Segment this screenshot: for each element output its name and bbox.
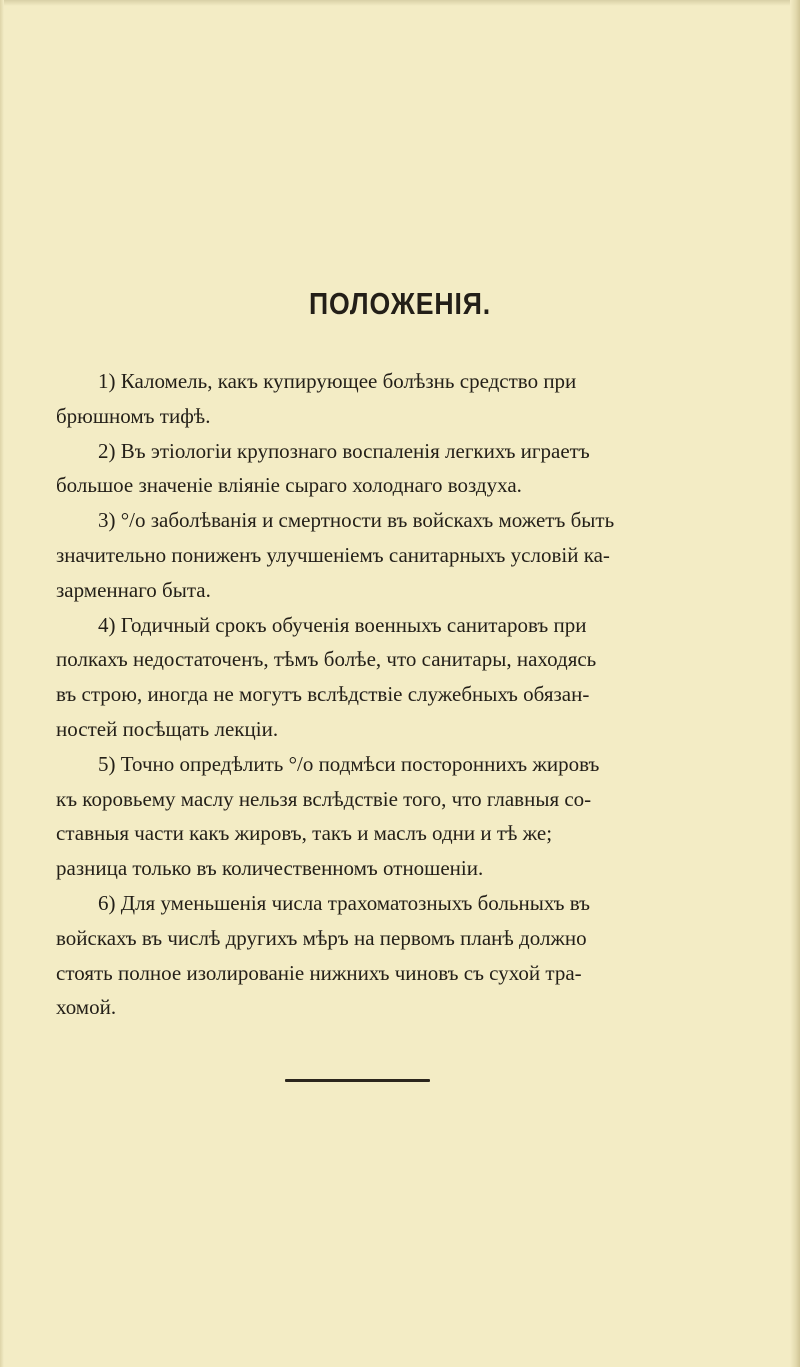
thesis-item-1: [56, 364, 708, 434]
thesis-line: къ коровьему маслу нельзя вслѣдствіе того, что главныя со-: [56, 786, 592, 811]
theses-list: [56, 364, 708, 1025]
thesis-item-2: [56, 434, 708, 504]
thesis-line: войскахъ въ числѣ другихъ мѣръ на первомъ планѣ должно: [56, 925, 587, 950]
thesis-line: ностей посѣщать лекціи.: [56, 716, 279, 741]
thesis-item-3: [56, 503, 708, 607]
thesis-line: 3) °/o заболѣванія и смертности въ войскахъ можетъ быть: [98, 508, 615, 533]
page-edge-left: [0, 0, 4, 1367]
thesis-line: въ строю, иногда не могутъ вслѣдствіе служебныхъ обязан-: [56, 682, 590, 707]
thesis-line: стоять полное изолированіе нижнихъ чиновъ съ сухой тра-: [56, 960, 582, 985]
end-divider-rule: [285, 1079, 430, 1082]
thesis-item-6: [56, 886, 708, 1025]
thesis-line: 6) Для уменьшенія числа трахоматозныхъ больныхъ въ: [98, 890, 590, 915]
thesis-item-5: [56, 747, 708, 886]
thesis-line: 1) Каломель, какъ купирующее болѣзнь средство при: [98, 369, 577, 393]
thesis-line: зарменнаго быта.: [56, 577, 211, 602]
thesis-line: значительно пониженъ улучшеніемъ санитарныхъ условій ка-: [56, 542, 610, 567]
thesis-line: 5) Точно опредѣлить °/o подмѣси постороннихъ жировъ: [98, 751, 600, 776]
thesis-item-4: [56, 608, 708, 747]
thesis-line: брюшномъ тифѣ.: [56, 403, 211, 428]
page-edge-right: [790, 0, 800, 1367]
thesis-line: большое значеніе вліяніе сыраго холоднаго воздуха.: [56, 473, 522, 498]
page-title: ПОЛОЖЕНІЯ.: [308, 286, 492, 321]
thesis-line: ставныя части какъ жировъ, такъ и маслъ одни и тѣ же;: [56, 821, 553, 846]
thesis-line: разница только въ количественномъ отношеніи.: [56, 856, 484, 881]
thesis-line: хомой.: [56, 995, 117, 1020]
thesis-line: 4) Годичный срокъ обученія военныхъ санитаровъ при: [98, 612, 587, 637]
thesis-line: 2) Въ этіологіи крупознаго воспаленія легкихъ играетъ: [98, 438, 590, 463]
page-edge-top: [0, 0, 800, 6]
thesis-line: полкахъ недостаточенъ, тѣмъ болѣе, что санитары, находясь: [56, 647, 597, 672]
